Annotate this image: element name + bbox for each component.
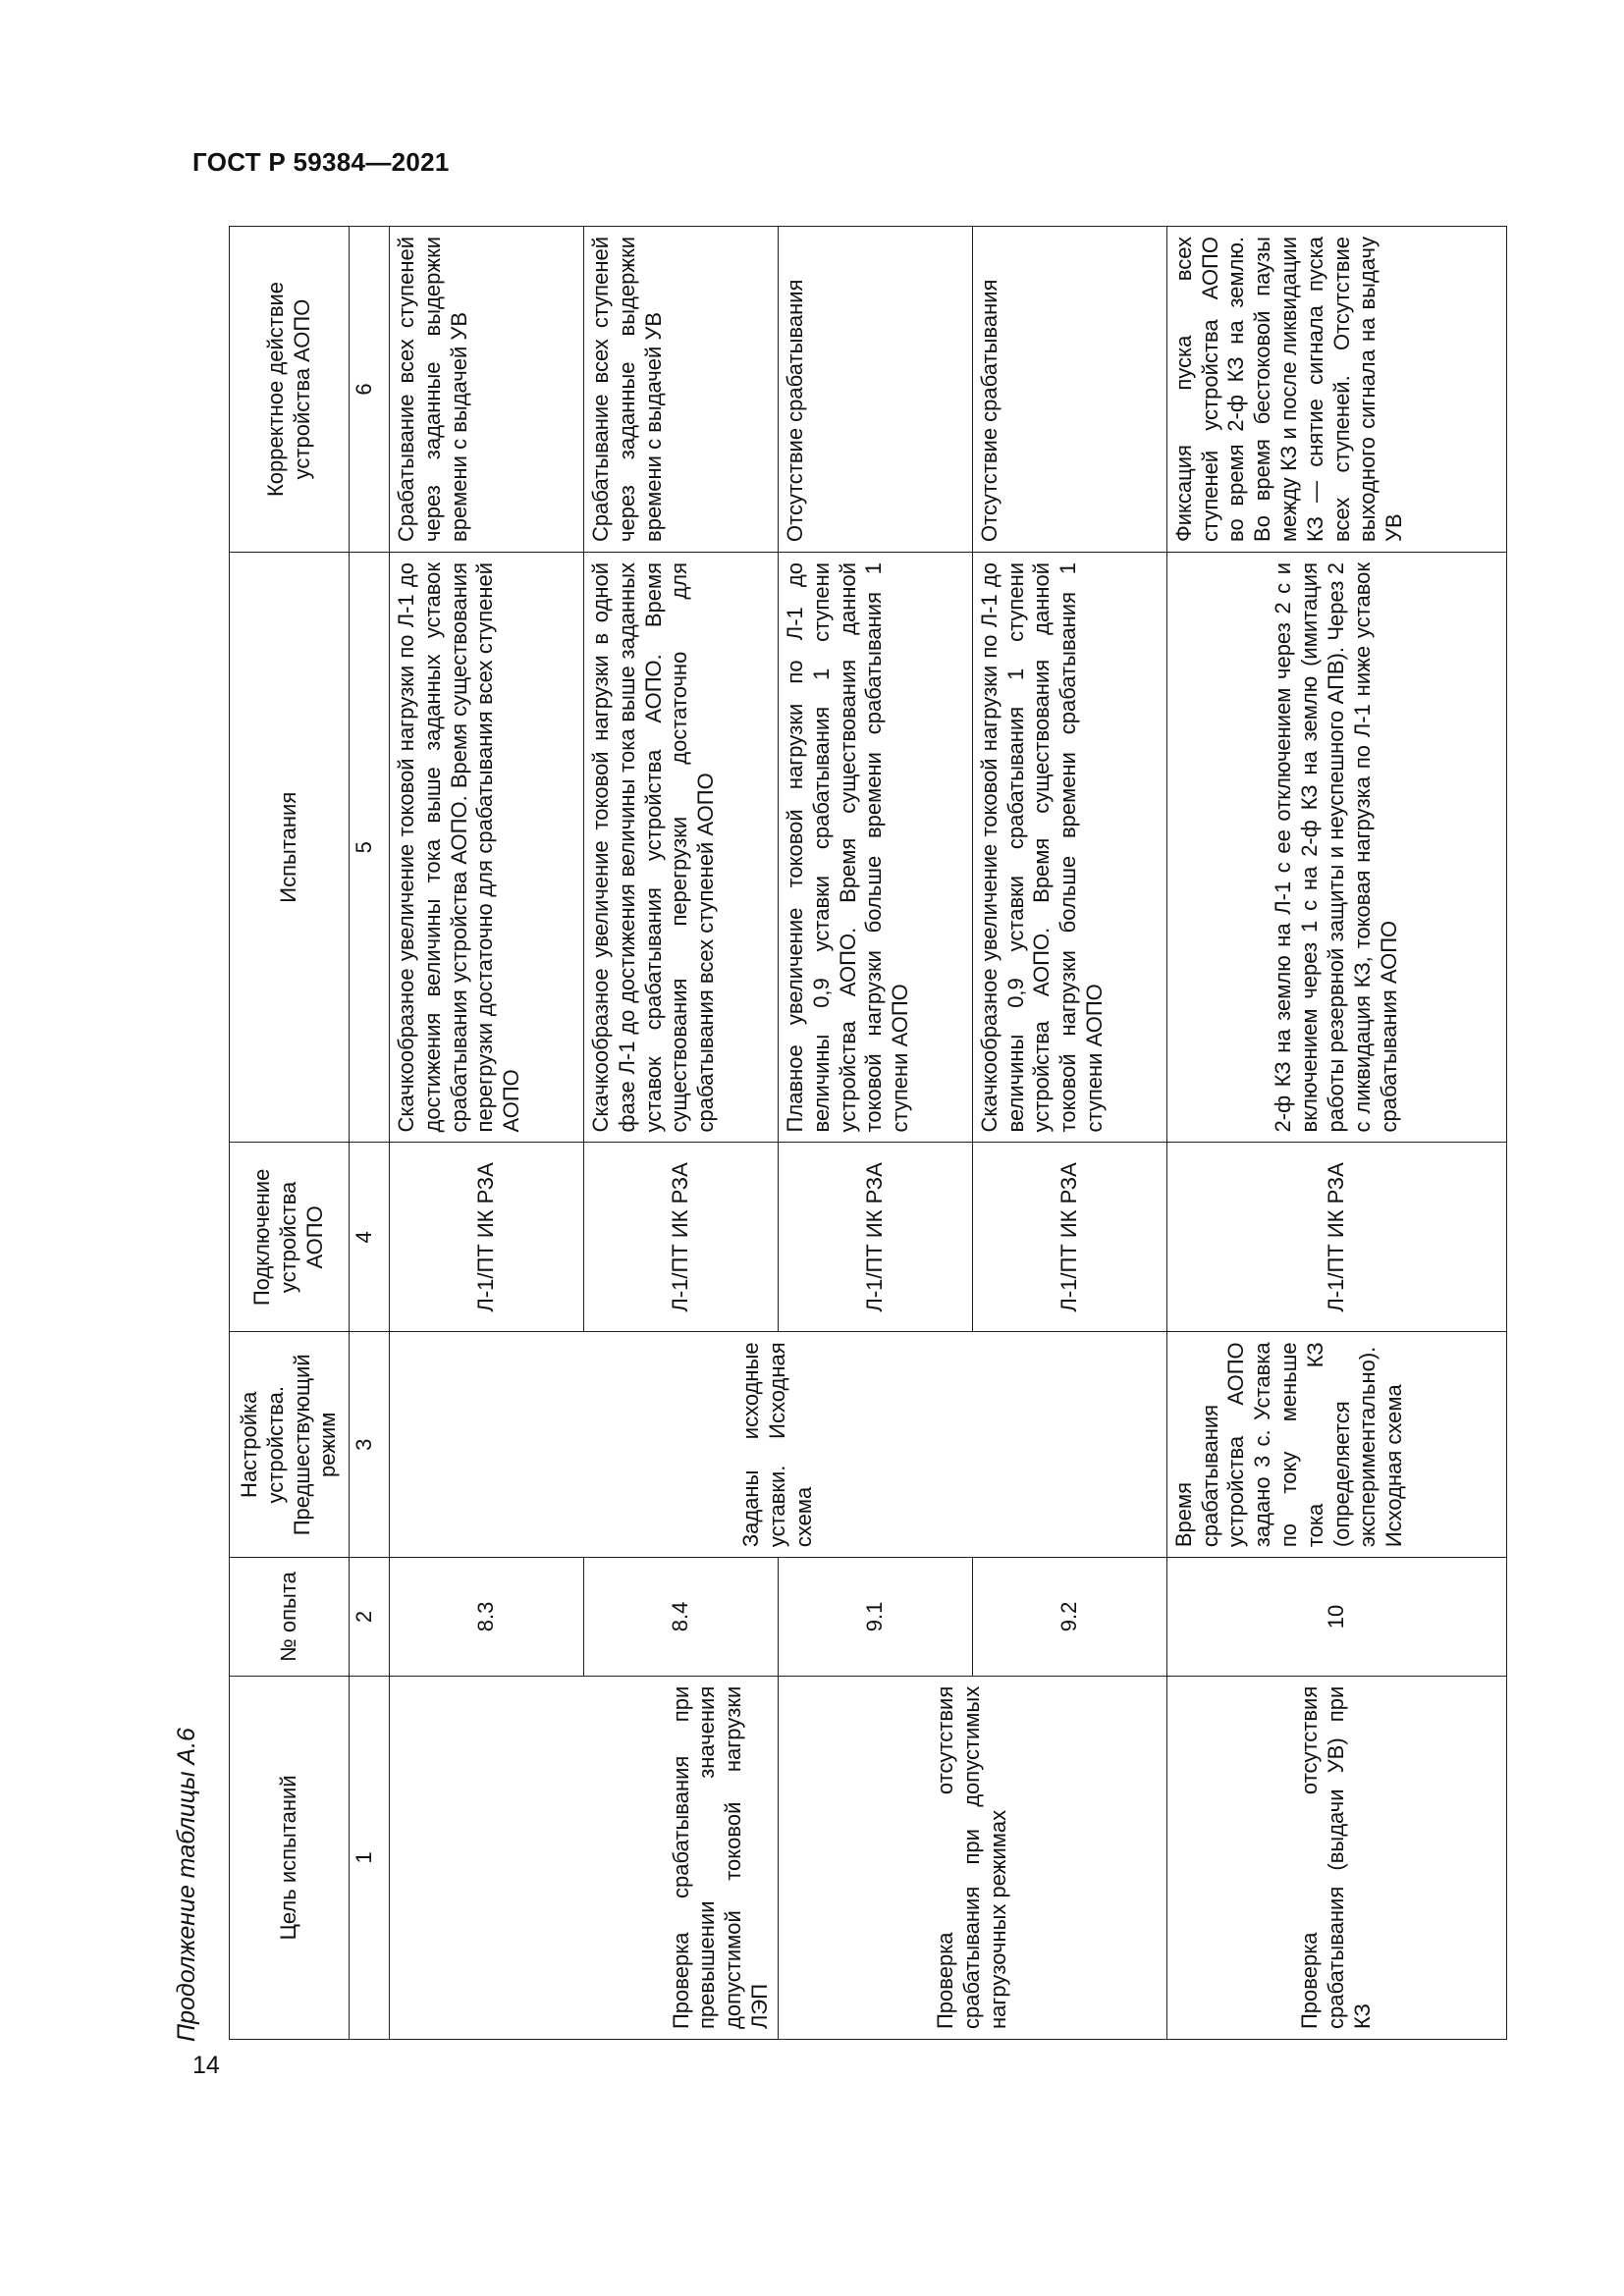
column-number: 6 xyxy=(350,227,390,553)
column-header-action: Корректное действие устройства АОПО xyxy=(230,227,350,553)
column-header-number: № опыта xyxy=(230,1558,350,1677)
column-number: 3 xyxy=(350,1332,390,1558)
test-number-cell: 9.1 xyxy=(778,1558,972,1677)
action-cell: Отсутствие срабатывания xyxy=(778,227,972,553)
page-number: 14 xyxy=(192,2052,220,2079)
column-number: 4 xyxy=(350,1143,390,1332)
connection-cell: Л-1/ПТ ИК РЗА xyxy=(583,1143,778,1332)
table-row xyxy=(390,227,584,2040)
connection-cell: Л-1/ПТ ИК РЗА xyxy=(1166,1143,1506,1332)
test-number-cell: 8.4 xyxy=(583,1558,778,1677)
action-cell: Фиксация пуска всех ступеней устройства АОПО во время 2-ф КЗ на землю. Во время бестоковой паузы между КЗ и после ликвидации КЗ — снятие сигнала пуска всех ступеней. Отсутствие выходного сигнала на выдачу УВ xyxy=(1166,227,1506,553)
goal-cell: Проверка отсутствия срабатывания (выдачи УВ) при КЗ xyxy=(1166,1676,1506,2039)
column-number: 1 xyxy=(350,1676,390,2039)
column-header-setup: Настройка устройства. Предшествующий режим xyxy=(230,1332,350,1558)
document-code: ГОСТ Р 59384—2021 xyxy=(192,147,450,177)
test-number-cell: 8.3 xyxy=(390,1558,584,1677)
column-number-row xyxy=(350,227,390,2040)
column-header-goal: Цель испытаний xyxy=(230,1676,350,2039)
goal-cell: Проверка отсутствия срабатывания при допустимых нагрузочных режимах xyxy=(778,1676,1166,2039)
column-number: 5 xyxy=(350,552,390,1142)
connection-cell: Л-1/ПТ ИК РЗА xyxy=(390,1143,584,1332)
goal-cell: Проверка срабатывания при превышении значения допустимой токовой нагрузки ЛЭП xyxy=(390,1676,779,2039)
table-row xyxy=(1166,227,1506,2040)
test-cell: Скачкообразное увеличение токовой нагрузки по Л-1 до величины 0,9 уставки срабатывания 1 ступени устройства АОПО. Время существования данной токовой нагрузки больше времени срабатывания 1 ступени АОПО xyxy=(972,552,1166,1142)
test-number-cell: 9.2 xyxy=(972,1558,1166,1677)
table-caption: Продолжение таблицы А.6 xyxy=(173,1728,200,2042)
action-cell: Срабатывание всех ступеней через заданные выдержки времени с выдачей УВ xyxy=(583,227,778,553)
test-cell: Плавное увеличение токовой нагрузки по Л-1 до величины 0,9 уставки срабатывания 1 ступени устройства АОПО. Время существования данной токовой нагрузки больше времени срабатывания 1 ступени АОПО xyxy=(778,552,972,1142)
column-number: 2 xyxy=(350,1558,390,1677)
column-header-test: Испытания xyxy=(230,552,350,1142)
test-table xyxy=(229,226,1507,2040)
test-cell: Скачкообразное увеличение токовой нагрузки в одной фазе Л-1 до достижения величины тока выше заданных уставок срабатывания устройства АОПО. Время существования перегрузки достаточно для срабатывания всех ступеней АОПО xyxy=(583,552,778,1142)
setup-cell: Время срабатывания устройства АОПО задано 3 с. Уставка по току меньше тока КЗ (определяется экспериментально). Исходная схема xyxy=(1166,1332,1506,1558)
test-cell: Скачкообразное увеличение токовой нагрузки по Л-1 до достижения величины тока выше заданных уставок срабатывания устройства АОПО. Время существования перегрузки достаточно для срабатывания всех ступеней АОПО xyxy=(390,552,584,1142)
action-cell: Отсутствие срабатывания xyxy=(972,227,1166,553)
test-cell: 2-ф КЗ на землю на Л-1 с ее отключением через 2 с и включением через 1 с на 2-ф КЗ на землю (имитация работы резервной защиты и неуспешного АПВ). Через 2 с ликвидация КЗ, токовая нагрузка по Л-1 ниже уставок срабатывания АОПО xyxy=(1166,552,1506,1142)
test-number-cell: 10 xyxy=(1166,1558,1506,1677)
setup-cell: Заданы исходные уставки. Исходная схема xyxy=(390,1332,1167,1558)
table-header-row xyxy=(230,227,350,2040)
action-cell: Срабатывание всех ступеней через заданные выдержки времени с выдачей УВ xyxy=(390,227,584,553)
connection-cell: Л-1/ПТ ИК РЗА xyxy=(972,1143,1166,1332)
column-header-connection: Подключение устройства АОПО xyxy=(230,1143,350,1332)
connection-cell: Л-1/ПТ ИК РЗА xyxy=(778,1143,972,1332)
table-row xyxy=(778,227,972,2040)
